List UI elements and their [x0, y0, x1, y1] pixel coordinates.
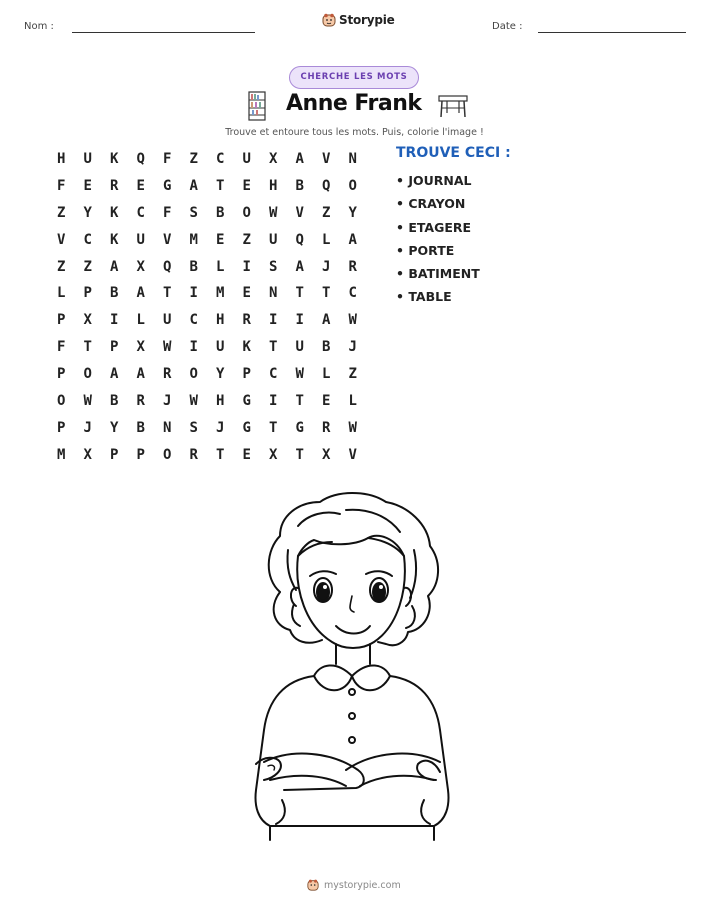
grid-cell[interactable]: S: [189, 419, 198, 436]
grid-cell[interactable]: X: [269, 446, 278, 463]
grid-cell[interactable]: X: [136, 258, 145, 275]
grid-cell[interactable]: T: [295, 393, 304, 410]
grid-cell[interactable]: I: [189, 339, 198, 356]
word-search-grid: [48, 146, 366, 469]
grid-cell[interactable]: Z: [348, 366, 357, 383]
grid-cell[interactable]: U: [163, 312, 172, 329]
grid-cell[interactable]: N: [269, 285, 278, 302]
brand-logo: [322, 13, 395, 27]
grid-cell[interactable]: G: [163, 177, 172, 194]
grid-cell[interactable]: T: [269, 339, 278, 356]
grid-cell[interactable]: S: [189, 204, 198, 221]
grid-cell[interactable]: M: [57, 446, 66, 463]
grid-cell[interactable]: Q: [136, 151, 145, 167]
grid-cell[interactable]: E: [242, 446, 251, 463]
grid-cell[interactable]: U: [216, 339, 225, 356]
grid-cell[interactable]: E: [322, 393, 331, 410]
grid-cell[interactable]: E: [242, 177, 251, 194]
grid-cell[interactable]: T: [322, 285, 331, 302]
grid-cell[interactable]: P: [110, 446, 119, 463]
grid-cell[interactable]: M: [216, 285, 225, 302]
grid-cell[interactable]: I: [269, 393, 278, 410]
grid-cell[interactable]: L: [322, 366, 331, 383]
date-input-line[interactable]: [538, 32, 686, 33]
grid-cell[interactable]: T: [216, 177, 225, 194]
grid-cell[interactable]: C: [348, 285, 357, 302]
grid-cell[interactable]: I: [242, 258, 251, 275]
grid-cell[interactable]: T: [269, 419, 278, 436]
grid-cell[interactable]: E: [83, 177, 92, 194]
grid-cell[interactable]: E: [136, 177, 145, 194]
grid-cell[interactable]: G: [242, 419, 251, 436]
grid-cell[interactable]: X: [83, 312, 92, 329]
footer-url[interactable]: mystorypie.com: [324, 879, 401, 891]
grid-cell[interactable]: O: [242, 204, 251, 221]
grid-cell[interactable]: W: [295, 366, 304, 383]
grid-cell[interactable]: C: [189, 312, 198, 329]
grid-cell[interactable]: G: [242, 393, 251, 410]
grid-cell[interactable]: Z: [57, 204, 66, 221]
grid-cell[interactable]: Z: [242, 231, 251, 248]
grid-cell[interactable]: N: [348, 151, 357, 167]
grid-cell[interactable]: L: [216, 258, 225, 275]
grid-cell[interactable]: W: [163, 339, 172, 356]
grid-cell[interactable]: B: [322, 339, 331, 356]
grid-cell[interactable]: U: [136, 231, 145, 248]
grid-cell[interactable]: V: [322, 151, 331, 167]
word-list-title: TROUVE CECI :: [396, 145, 511, 161]
grid-cell[interactable]: Z: [83, 258, 92, 275]
grid-cell[interactable]: O: [189, 366, 198, 383]
grid-cell[interactable]: W: [348, 419, 357, 436]
grid-cell[interactable]: Y: [216, 366, 225, 383]
storypie-mascot-icon: [307, 879, 319, 891]
grid-cell[interactable]: K: [110, 204, 119, 221]
grid-cell[interactable]: L: [348, 393, 357, 410]
grid-cell[interactable]: W: [83, 393, 92, 410]
grid-cell[interactable]: I: [295, 312, 304, 329]
grid-cell[interactable]: S: [269, 258, 278, 275]
grid-cell[interactable]: J: [322, 258, 331, 275]
grid-cell[interactable]: A: [189, 177, 198, 194]
grid-cell[interactable]: E: [216, 231, 225, 248]
brand-name: Storypie: [339, 13, 395, 27]
activity-badge: CHERCHE LES MOTS: [289, 66, 419, 89]
word-list: [396, 172, 480, 312]
grid-cell[interactable]: P: [83, 285, 92, 302]
grid-cell[interactable]: X: [269, 151, 278, 167]
grid-cell[interactable]: Z: [57, 258, 66, 275]
grid-cell[interactable]: N: [163, 419, 172, 436]
grid-cell[interactable]: X: [322, 446, 331, 463]
page-title: Anne Frank: [286, 91, 422, 116]
grid-cell[interactable]: J: [163, 393, 172, 410]
grid-cell[interactable]: O: [348, 177, 357, 194]
grid-cell[interactable]: R: [136, 393, 145, 410]
grid-cell[interactable]: W: [269, 204, 278, 221]
grid-cell[interactable]: X: [136, 339, 145, 356]
grid-cell[interactable]: A: [136, 366, 145, 383]
list-item: • JOURNAL: [396, 173, 472, 188]
coloring-illustration: [228, 480, 478, 860]
table-icon: [437, 93, 469, 119]
grid-cell[interactable]: F: [57, 339, 66, 356]
list-item: • TABLE: [396, 289, 452, 305]
storypie-mascot-icon: [322, 13, 336, 27]
grid-cell[interactable]: O: [57, 393, 66, 410]
grid-cell[interactable]: A: [348, 231, 357, 248]
grid-cell[interactable]: U: [83, 151, 92, 167]
grid-cell[interactable]: A: [322, 312, 331, 329]
grid-cell[interactable]: H: [57, 151, 66, 167]
grid-cell[interactable]: R: [242, 312, 251, 329]
grid-cell[interactable]: P: [57, 312, 66, 329]
grid-cell[interactable]: A: [110, 258, 119, 275]
grid-cell[interactable]: R: [348, 258, 357, 275]
grid-cell[interactable]: Y: [110, 419, 119, 436]
grid-cell[interactable]: A: [136, 285, 145, 302]
grid-cell[interactable]: Y: [83, 204, 92, 221]
list-item: • ETAGERE: [396, 219, 472, 235]
grid-cell[interactable]: G: [295, 419, 304, 436]
bookshelf-icon: [246, 91, 268, 121]
grid-cell[interactable]: F: [57, 177, 66, 194]
grid-cell[interactable]: T: [295, 446, 304, 463]
grid-cell[interactable]: V: [57, 231, 66, 248]
grid-cell[interactable]: I: [110, 312, 119, 329]
grid-cell[interactable]: B: [295, 177, 304, 194]
grid-cell[interactable]: Q: [322, 177, 331, 194]
grid-cell[interactable]: W: [348, 312, 357, 329]
grid-cell[interactable]: A: [295, 258, 304, 275]
grid-cell[interactable]: T: [216, 446, 225, 463]
grid-cell[interactable]: Q: [295, 231, 304, 248]
grid-cell[interactable]: J: [348, 339, 357, 356]
grid-cell[interactable]: B: [216, 204, 225, 221]
grid-cell[interactable]: J: [83, 419, 92, 436]
grid-cell[interactable]: C: [269, 366, 278, 383]
grid-cell[interactable]: R: [163, 366, 172, 383]
grid-cell[interactable]: L: [322, 231, 331, 248]
grid-cell[interactable]: H: [269, 177, 278, 194]
grid-cell[interactable]: R: [322, 419, 331, 436]
list-item: • CRAYON: [396, 196, 466, 212]
grid-cell[interactable]: Z: [322, 204, 331, 221]
grid-cell[interactable]: U: [269, 231, 278, 248]
grid-cell[interactable]: B: [136, 419, 145, 436]
grid-cell[interactable]: C: [216, 151, 225, 167]
grid-cell[interactable]: A: [110, 366, 119, 383]
grid-cell[interactable]: K: [242, 339, 251, 356]
grid-cell[interactable]: B: [110, 393, 119, 410]
grid-cell[interactable]: V: [163, 231, 172, 248]
date-label: Date :: [492, 21, 523, 32]
grid-cell[interactable]: H: [216, 312, 225, 329]
grid-cell[interactable]: K: [110, 231, 119, 248]
grid-cell[interactable]: M: [189, 231, 198, 248]
grid-cell[interactable]: Z: [189, 151, 198, 167]
grid-cell[interactable]: L: [57, 285, 66, 302]
list-item: • PORTE: [396, 242, 455, 258]
grid-cell[interactable]: J: [216, 419, 225, 436]
grid-cell[interactable]: P: [57, 366, 66, 383]
grid-cell[interactable]: T: [83, 339, 92, 356]
grid-cell[interactable]: V: [348, 446, 357, 463]
grid-cell[interactable]: V: [295, 204, 304, 221]
grid-cell[interactable]: U: [295, 339, 304, 356]
grid-cell[interactable]: T: [163, 285, 172, 302]
instructions: Trouve et entoure tous les mots. Puis, colorie l'image !: [225, 127, 484, 138]
grid-cell[interactable]: E: [242, 285, 251, 302]
page-footer: [307, 879, 401, 891]
grid-cell[interactable]: C: [83, 231, 92, 248]
grid-cell[interactable]: F: [163, 151, 172, 167]
grid-cell[interactable]: I: [269, 312, 278, 329]
grid-cell[interactable]: I: [189, 285, 198, 302]
grid-cell[interactable]: P: [136, 446, 145, 463]
grid-cell[interactable]: X: [83, 446, 92, 463]
grid-cell[interactable]: O: [83, 366, 92, 383]
grid-cell[interactable]: P: [57, 419, 66, 436]
grid-cell[interactable]: T: [295, 285, 304, 302]
list-item: • BATIMENT: [396, 266, 480, 282]
grid-cell[interactable]: A: [295, 151, 304, 167]
grid-cell[interactable]: L: [136, 312, 145, 329]
grid-cell[interactable]: P: [110, 339, 119, 356]
grid-cell[interactable]: O: [163, 446, 172, 463]
grid-cell[interactable]: Y: [348, 204, 357, 221]
page-header: [0, 0, 709, 50]
grid-cell[interactable]: F: [163, 204, 172, 221]
grid-cell[interactable]: W: [189, 393, 198, 410]
name-input-line[interactable]: [72, 32, 255, 33]
grid-cell[interactable]: K: [110, 151, 119, 167]
grid-cell[interactable]: R: [110, 177, 119, 194]
grid-cell[interactable]: C: [136, 204, 145, 221]
grid-cell[interactable]: Q: [163, 258, 172, 275]
grid-cell[interactable]: P: [242, 366, 251, 383]
grid-cell[interactable]: R: [189, 446, 198, 463]
name-label: Nom :: [24, 21, 54, 32]
grid-cell[interactable]: B: [189, 258, 198, 275]
grid-cell[interactable]: U: [242, 151, 251, 167]
grid-cell[interactable]: B: [110, 285, 119, 302]
grid-cell[interactable]: H: [216, 393, 225, 410]
